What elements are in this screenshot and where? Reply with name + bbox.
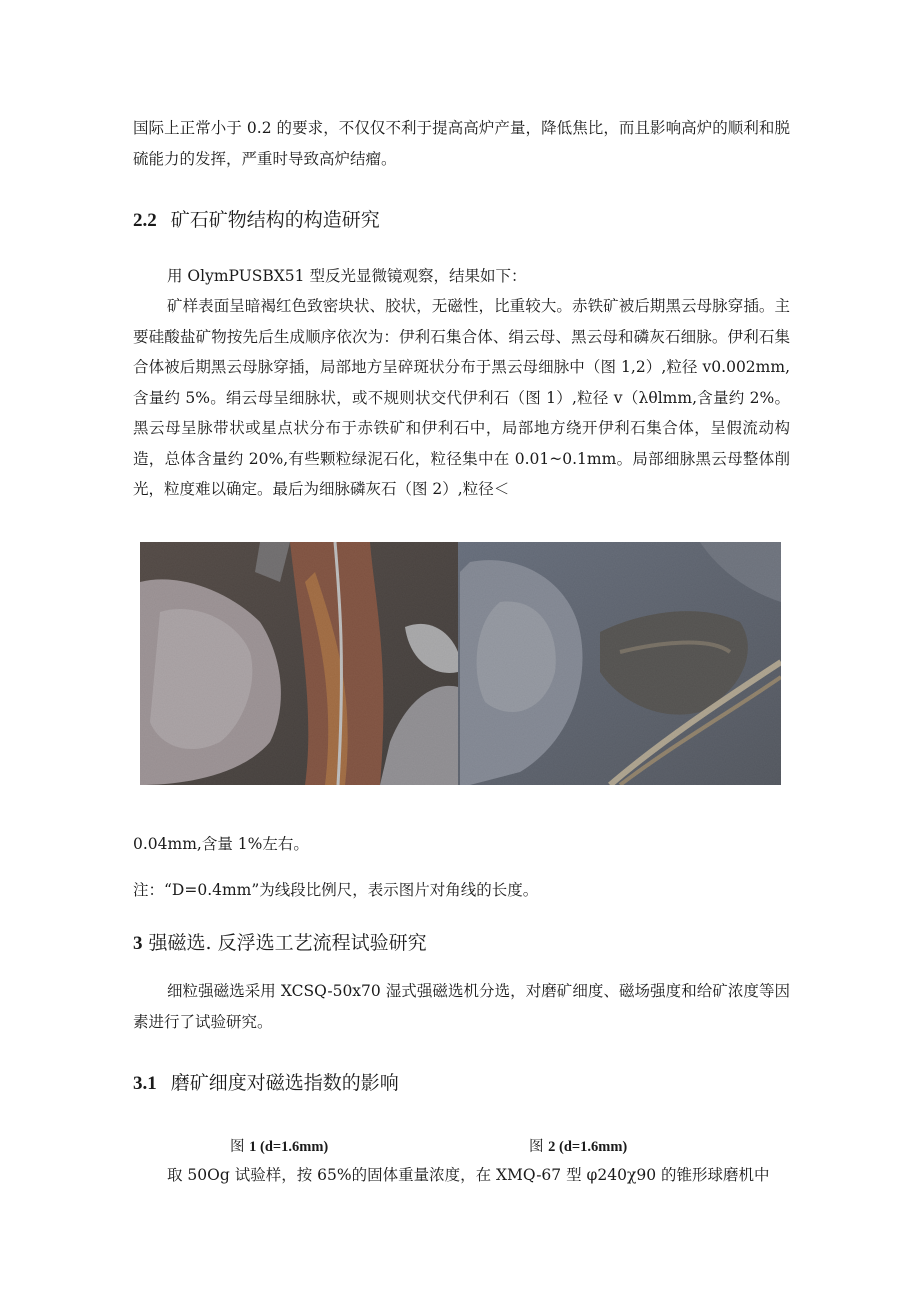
section-title: 强磁选. 反浮选工艺流程试验研究 <box>148 932 427 954</box>
caption-prefix: 图 <box>230 1139 245 1155</box>
section-title: 矿石矿物结构的构造研究 <box>170 209 380 231</box>
micrograph-image <box>140 542 781 785</box>
paragraph-grinding: 取 50Og 试验样，按 65%的固体重量浓度，在 XMQ-67 型 φ240χ90 的锥形球磨机中 <box>167 1166 770 1184</box>
section-heading-3-1 <box>133 1068 399 1095</box>
caption-label: 2 (d=1.6mm) <box>548 1139 628 1155</box>
paragraph-microscope: 用 OlymPUSBX51 型反光显微镜观察，结果如下： <box>167 267 527 285</box>
caption-prefix: 图 <box>529 1139 544 1155</box>
section-title: 磨矿细度对磁选指数的影响 <box>170 1072 399 1094</box>
paragraph-magnetic-separation: 细粒强磁选采用 XCSQ-50x70 湿式强磁选机分选，对磨矿细度、磁场强度和给矿浓度等因素进行了试验研究。 <box>133 982 790 1031</box>
section-number: 2.2 <box>133 210 157 231</box>
section-number: 3 <box>133 933 143 954</box>
section-heading-3 <box>133 928 427 955</box>
caption-label: 1 (d=1.6mm) <box>249 1139 329 1155</box>
paragraph-mineral-description: 矿样表面呈暗褐红色致密块状、胶状，无磁性，比重较大。赤铁矿被后期黑云母脉穿插。主要硅酸盐矿物按先后生成顺序依次为：伊利石集合体、绢云母、黑云母和磷灰石细脉。伊利石集合体被后期黑云母脉穿插，局部地方呈碎斑状分布于黑云母细脉中（图 1,2）,粒径 v0.002mm,含量约 5%。绢云母呈细脉状，或不规则状交代伊利石（图 1）,粒径 v（λθlmm,含量约 2%。黑云母呈脉带状或星点状分布于赤铁矿和伊利石中，局部地方绕开伊利石集合体，呈假流动构造，总体含量约 20%,有些颗粒绿泥石化，粒径集中在 0.01~0.1mm。局部细脉黑云母整体削光，粒度难以确定。最后为细脉磷灰石（图 2）,粒径＜ <box>133 297 790 498</box>
paragraph-continuation: 0.04mm,含量 1%左右。 <box>133 835 309 853</box>
micrograph-figures <box>140 542 781 785</box>
paragraph-note: 注：“D=0.4mm”为线段比例尺，表示图片对角线的长度。 <box>133 881 539 899</box>
section-number: 3.1 <box>133 1073 157 1094</box>
section-heading-2-2 <box>133 205 380 232</box>
figure-caption-1 <box>230 1135 328 1156</box>
paragraph-intro: 国际上正常小于 0.2 的要求，不仅仅不利于提高高炉产量，降低焦比，而且影响高炉的顺利和脱硫能力的发挥，严重时导致高炉结瘤。 <box>133 119 790 168</box>
figure-caption-2 <box>529 1135 627 1156</box>
